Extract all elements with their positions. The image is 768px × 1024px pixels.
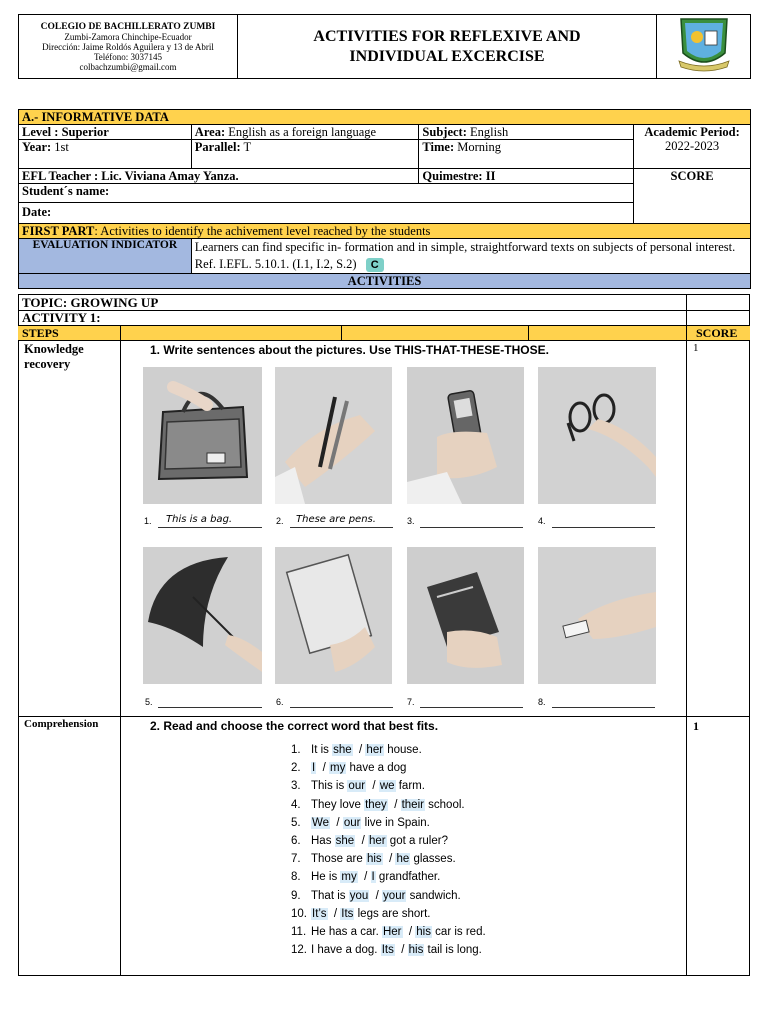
question-number: 7. (291, 853, 301, 866)
option-b[interactable]: I (371, 871, 375, 884)
step-comprehension: Comprehension (24, 718, 99, 730)
answer-line-4[interactable] (552, 527, 655, 528)
option-b[interactable]: he (396, 853, 410, 866)
step-knowledge-recovery: Knowledge recovery (24, 342, 84, 371)
evaluation-indicator-text: Learners can find specific in- formation and in simple, straightforward texts on subjects of personal interest. Ref. I.EFL. 5.10.1. (I.1, I.2, S.2) C (191, 239, 750, 274)
answer-text: This is a bag. (166, 514, 233, 525)
first-part-heading: FIRST PART: Activities to identify the achivement level reached by the students (19, 224, 751, 239)
school-name: COLEGIO DE BACHILLERATO ZUMBI (40, 22, 216, 32)
exercise1-score: 1 (693, 342, 699, 354)
evaluation-indicator-label: EVALUATION INDICATOR (19, 239, 192, 274)
exercise2-score: 1 (693, 719, 699, 733)
question-number: 4. (291, 798, 301, 811)
answer-number: 4. (538, 516, 546, 526)
school-crest-icon (675, 15, 733, 73)
option-a[interactable]: Its (381, 944, 394, 957)
question-post: house. (384, 744, 422, 756)
parallel-cell: Parallel: T (191, 140, 419, 169)
question-post: farm. (395, 780, 425, 793)
question-item: 6. Has she / her got a ruler? (291, 835, 448, 847)
question-item: 12. I have a dog. Its / his tail is long. (291, 944, 482, 957)
option-a[interactable]: my (341, 871, 357, 884)
academic-period-cell: Academic Period: 2022-2023 (634, 125, 751, 169)
school-phone: Teléfono: 3037145 (93, 52, 163, 62)
option-a[interactable]: I (312, 762, 316, 775)
question-number: 9. (291, 889, 301, 902)
eraser-picture (538, 547, 656, 684)
option-b[interactable]: we (379, 780, 395, 793)
answer-line-2[interactable] (290, 527, 393, 528)
option-a[interactable]: his (366, 853, 382, 866)
answer-line-1[interactable] (158, 527, 262, 528)
score-cell: SCORE (634, 169, 751, 224)
school-info (19, 15, 238, 79)
glasses-picture (538, 367, 656, 504)
question-number: 8. (291, 871, 301, 884)
question-post: tail is long. (424, 944, 482, 957)
answer-number: 8. (538, 697, 546, 707)
question-item: 9. That is you / your sandwich. (291, 889, 461, 902)
question-item: 11. He has a car. Her / his car is red. (291, 926, 486, 938)
topic-title: TOPIC: GROWING UP (22, 295, 159, 310)
option-b[interactable]: our (343, 816, 361, 829)
steps-header-row (18, 326, 750, 340)
question-pre: I have a dog. (311, 944, 381, 957)
question-number: 5. (291, 816, 301, 829)
score-column-label: SCORE (696, 326, 738, 340)
time-cell: Time: Morning (419, 140, 634, 169)
option-a[interactable]: she (335, 835, 355, 847)
question-post: have a dog (346, 762, 407, 775)
option-b[interactable]: Its (341, 907, 354, 920)
question-pre: He is (311, 871, 341, 884)
answer-number: 3. (407, 516, 415, 526)
snack-picture (407, 547, 524, 684)
option-b[interactable]: his (416, 926, 431, 938)
option-a[interactable]: our (348, 780, 366, 793)
exercise1-instruction: 1. Write sentences about the pictures. Use THIS-THAT-THESE-THOSE. (150, 343, 549, 357)
activity-title: ACTIVITY 1: (22, 310, 101, 325)
exercise2-instruction: 2. Read and choose the correct word that best fits. (150, 719, 439, 733)
option-a[interactable]: she (333, 744, 352, 756)
question-pre: This is (311, 780, 348, 793)
question-item: 3. This is our / we farm. (291, 780, 425, 793)
school-address-line: Zumbi-Zamora Chinchipe-Ecuador (64, 32, 192, 42)
question-post: car is red. (431, 926, 486, 938)
question-number: 2. (291, 762, 301, 775)
phone-picture (407, 367, 524, 504)
option-b[interactable]: my (329, 762, 346, 775)
answer-number: 7. (407, 697, 415, 707)
option-a[interactable]: Her (382, 926, 402, 938)
option-b[interactable]: his (408, 944, 424, 957)
school-address-line: Dirección: Jaime Roldós Aguilera y 13 de Abril (42, 42, 214, 52)
option-b[interactable]: your (383, 889, 406, 902)
level-cell: Level : Superior (19, 125, 192, 140)
answer-text: These are pens. (296, 514, 376, 525)
answer-line-5[interactable] (158, 707, 262, 708)
student-name-field[interactable]: Student´s name: (19, 184, 634, 203)
notebook-picture (275, 547, 392, 684)
question-item: 1. It is she / her house. (291, 744, 422, 756)
year-cell: Year: 1st (19, 140, 192, 169)
option-a[interactable]: they (365, 798, 387, 811)
question-pre: He has a car. (311, 926, 382, 938)
question-post: grandfather. (375, 871, 441, 884)
question-pre: Has (311, 835, 335, 847)
question-number: 10. (291, 907, 307, 920)
question-number: 3. (291, 780, 301, 793)
answer-line-7[interactable] (420, 707, 523, 708)
option-a[interactable]: It’s (312, 907, 327, 920)
answer-line-8[interactable] (552, 707, 655, 708)
school-logo (657, 15, 751, 79)
option-a[interactable]: We (312, 816, 330, 829)
question-pre: They love (311, 798, 365, 811)
option-b[interactable]: her (366, 744, 384, 756)
answer-line-6[interactable] (290, 707, 393, 708)
question-post: glasses. (410, 853, 456, 866)
area-cell: Area: English as a foreign language (191, 125, 419, 140)
steps-label: STEPS (22, 326, 59, 340)
question-post: school. (424, 798, 465, 811)
quimestre-cell: Quimestre: II (419, 169, 634, 184)
question-pre: It is (311, 744, 333, 756)
question-number: 11. (291, 926, 307, 938)
document-header (18, 14, 751, 79)
section-heading: A.- INFORMATIVE DATA (19, 110, 751, 125)
bag-picture (143, 367, 262, 504)
question-item: 2. I / my have a dog (291, 762, 407, 775)
option-b[interactable]: her (368, 835, 386, 847)
answer-number: 6. (276, 697, 284, 707)
question-item: 5. We / our live in Spain. (291, 816, 430, 829)
answer-number: 5. (145, 697, 153, 707)
question-item: 4. They love they / their school. (291, 798, 465, 811)
question-number: 6. (291, 835, 301, 847)
question-post: got a ruler? (386, 835, 448, 847)
option-b[interactable]: their (401, 798, 424, 811)
pens-picture (275, 367, 392, 504)
question-pre: Those are (311, 853, 366, 866)
activities-heading: ACTIVITIES (19, 274, 751, 289)
question-item: 10. It’s / Its legs are short. (291, 907, 431, 920)
informative-data-table (18, 109, 751, 289)
document-title: ACTIVITIES FOR REFLEXIVE AND INDIVIDUAL EXCERCISE (238, 15, 657, 79)
question-number: 1. (291, 744, 301, 756)
umbrella-picture (143, 547, 262, 684)
subject-cell: Subject: English (419, 125, 634, 140)
answer-number: 1. (144, 516, 152, 526)
question-post: sandwich. (406, 889, 461, 902)
date-field[interactable]: Date: (19, 203, 634, 224)
question-item: 8. He is my / I grandfather. (291, 871, 441, 884)
question-post: live in Spain. (361, 816, 430, 829)
question-number: 12. (291, 944, 307, 957)
question-pre: That is (311, 889, 349, 902)
answer-line-3[interactable] (420, 527, 523, 528)
answer-number: 2. (276, 516, 284, 526)
question-item: 7. Those are his / he glasses. (291, 853, 456, 866)
teacher-cell: EFL Teacher : Lic. Viviana Amay Yanza. (19, 169, 419, 184)
school-email: colbachzumbi@gmail.com (79, 62, 177, 72)
option-a[interactable]: you (349, 889, 369, 902)
c-badge-icon: C (366, 258, 384, 272)
question-post: legs are short. (354, 907, 431, 920)
